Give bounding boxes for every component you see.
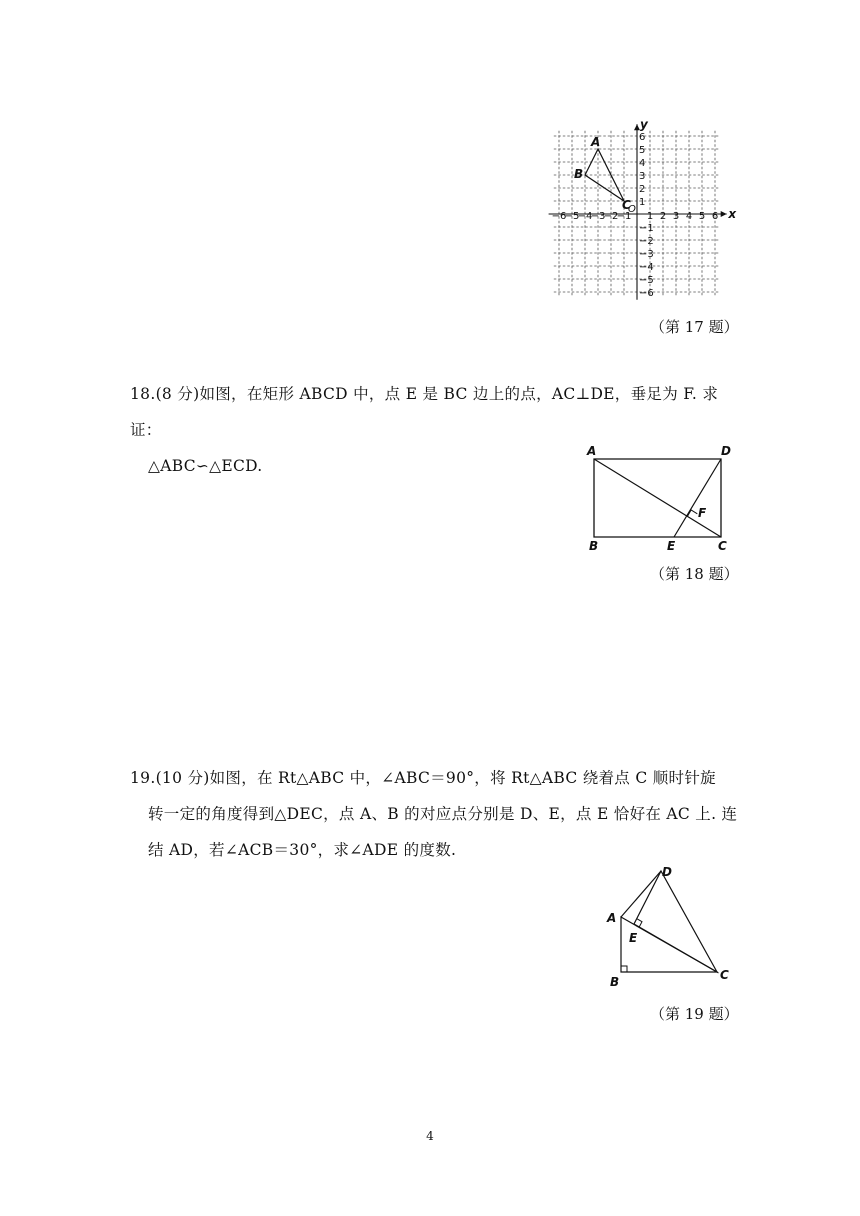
q19-label-c: C [720, 968, 729, 982]
x-axis-label: x [728, 207, 737, 221]
q19-label-d: D [662, 865, 672, 879]
x-tick-label: −4 [577, 211, 593, 222]
q19-right-angle-b [621, 966, 627, 972]
x-tick-label: −5 [564, 211, 580, 222]
y-tick-label: 1 [639, 197, 646, 208]
y-tick-label: 2 [639, 184, 646, 195]
q19-score: (10 分) [155, 769, 210, 787]
q19-line2 [130, 796, 740, 832]
q18-caption: （第 18 题） [650, 565, 739, 583]
q18-score: (8 分) [155, 385, 200, 403]
q17-triangle-abc [574, 135, 631, 212]
q19-statement-1: 如图，在 Rt△ABC 中，∠ABC＝90°，将 Rt△ABC 绕着点 C 顺时针旋 [209, 769, 716, 787]
y-tick-label: 3 [639, 171, 646, 182]
point-label-c: C [622, 198, 631, 212]
q18-number: 18. [130, 385, 156, 403]
y-tick-label: 6 [639, 132, 646, 143]
y-tick-label: 4 [639, 158, 646, 169]
x-tick-label: 2 [659, 211, 667, 222]
x-tick-label: 4 [685, 211, 693, 222]
q19-triangle-figure [600, 860, 740, 990]
x-tick-label: −1 [616, 211, 632, 222]
x-tick-label: 5 [698, 211, 706, 222]
q18-right-angle-mark [688, 510, 698, 516]
q18-label-a: A [587, 444, 597, 458]
y-tick-label: 5 [639, 145, 646, 156]
q19-statement-2: 转一定的角度得到△DEC，点 A、B 的对应点分别是 D、E，点 E 恰好在 AC 上. 连 [148, 805, 738, 823]
q19-triangle-dec [634, 871, 717, 972]
x-tick-label: −6 [551, 211, 567, 222]
q19-text [130, 760, 740, 868]
x-tick-label: 1 [646, 211, 654, 222]
q18-diagonal-ac [594, 459, 721, 537]
origin-label: O [628, 204, 636, 215]
x-tick-label: 6 [711, 211, 719, 222]
q18-segment-de [674, 459, 721, 537]
y-tick-label: −1 [639, 223, 654, 234]
q19-line1 [130, 760, 740, 796]
q17-tick-labels [552, 132, 719, 299]
q17-caption: （第 17 题） [650, 318, 739, 336]
page-number: 4 [426, 1129, 434, 1143]
q18-label-b: B [589, 539, 599, 553]
q18-statement-2: △ABC∽△ECD. [148, 457, 263, 475]
q18-line1 [130, 376, 740, 448]
y-tick-label: −5 [639, 275, 654, 286]
point-label-b: B [574, 167, 584, 181]
q18-label-e: E [667, 539, 676, 553]
x-tick-label: 3 [672, 211, 680, 222]
y-axis-label: y [640, 118, 648, 132]
y-tick-label: −3 [639, 249, 654, 260]
y-tick-label: −2 [639, 236, 654, 247]
q17-coordinate-figure [540, 118, 740, 300]
q18-label-f: F [698, 506, 707, 520]
y-tick-label: −4 [639, 262, 654, 273]
q18-label-c: C [718, 539, 727, 553]
q19-label-e: E [629, 931, 638, 945]
q19-number: 19. [130, 769, 156, 787]
q19-statement-3: 结 AD，若∠ACB＝30°，求∠ADE 的度数. [148, 841, 457, 859]
x-tick-label: −3 [590, 211, 606, 222]
q18-rectangle-figure [584, 442, 740, 554]
q18-statement-1: 如图，在矩形 ABCD 中，点 E 是 BC 边上的点，AC⊥DE，垂足为 F. 求证： [130, 385, 719, 439]
q19-label-b: B [610, 975, 620, 989]
q19-caption: （第 19 题） [650, 1005, 739, 1023]
x-axis-arrow [721, 211, 727, 217]
x-tick-label: −2 [603, 211, 619, 222]
q19-label-a: A [607, 911, 617, 925]
point-label-a: A [591, 135, 601, 149]
y-tick-label: −6 [639, 288, 654, 299]
q18-label-d: D [721, 444, 731, 458]
